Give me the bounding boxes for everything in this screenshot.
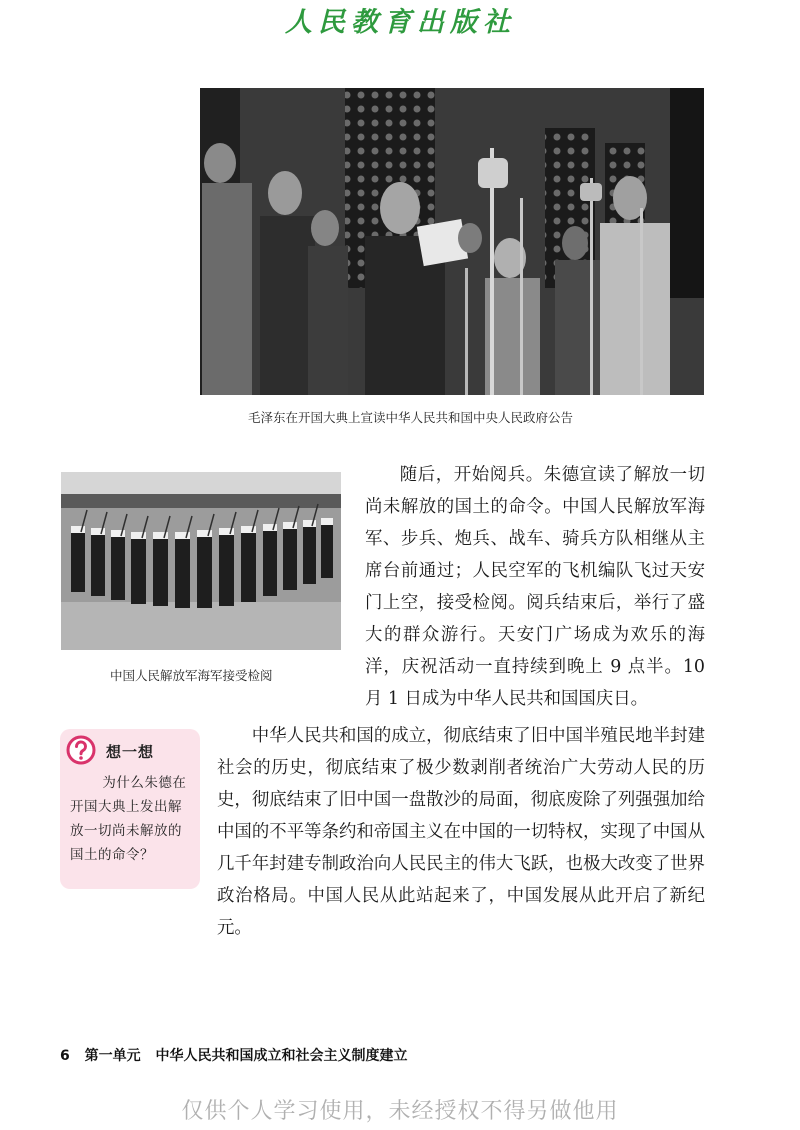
ceremony-photo-caption: 毛泽东在开国大典上宣读中华人民共和国中央人民政府公告 [248,410,574,425]
page-number: 6 [60,1048,70,1064]
think-box [60,729,200,889]
navy-parade-photo [61,472,341,650]
unit-title: 中华人民共和国成立和社会主义制度建立 [155,1048,408,1064]
ceremony-photo-image [200,88,704,395]
publisher-logo: 人民教育出版社 [285,7,516,38]
ceremony-photo [200,88,704,395]
think-box-title: 想一想 [106,743,155,761]
question-icon [66,735,96,765]
unit-label: 第一单元 [84,1048,141,1064]
watermark: 仅供个人学习使用，未经授权不得另做他用 [181,1099,619,1124]
body-paragraph-significance: 中华人民共和国的成立，彻底结束了旧中国半殖民地半封建社会的历史，彻底结束了极少数剥削者统治广大劳动人民的历史，彻底结束了旧中国一盘散沙的局面，彻底废除了列强强加给中国的不平等条约和帝国主义在中国的一切特权，实现了中国从几千年封建专制政治向人民民主的伟大飞跃，也极大改变了世界政治格局。中国人民从此站起来了，中国发展从此开启了新纪元。 [217,726,705,938]
navy-photo-caption: 中国人民解放军海军接受检阅 [110,668,273,683]
body-paragraph-parade: 随后，开始阅兵。朱德宣读了解放一切尚未解放的国土的命令。中国人民解放军海军、步兵、炮兵、战车、骑兵方队相继从主席台前通过；人民空军的飞机编队飞过天安门上空，接受检阅。阅兵结束后，举行了盛大的群众游行。天安门广场成为欢乐的海洋，庆祝活动一直持续到晚上 9 点半。10 月 1 日成为中华人民共和国国庆日。 [365,465,705,709]
think-box-question: 为什么朱德在开国大典上发出解放一切尚未解放的国土的命令？ [70,775,187,863]
navy-parade-image [61,472,341,650]
page-footer [60,1045,418,1065]
